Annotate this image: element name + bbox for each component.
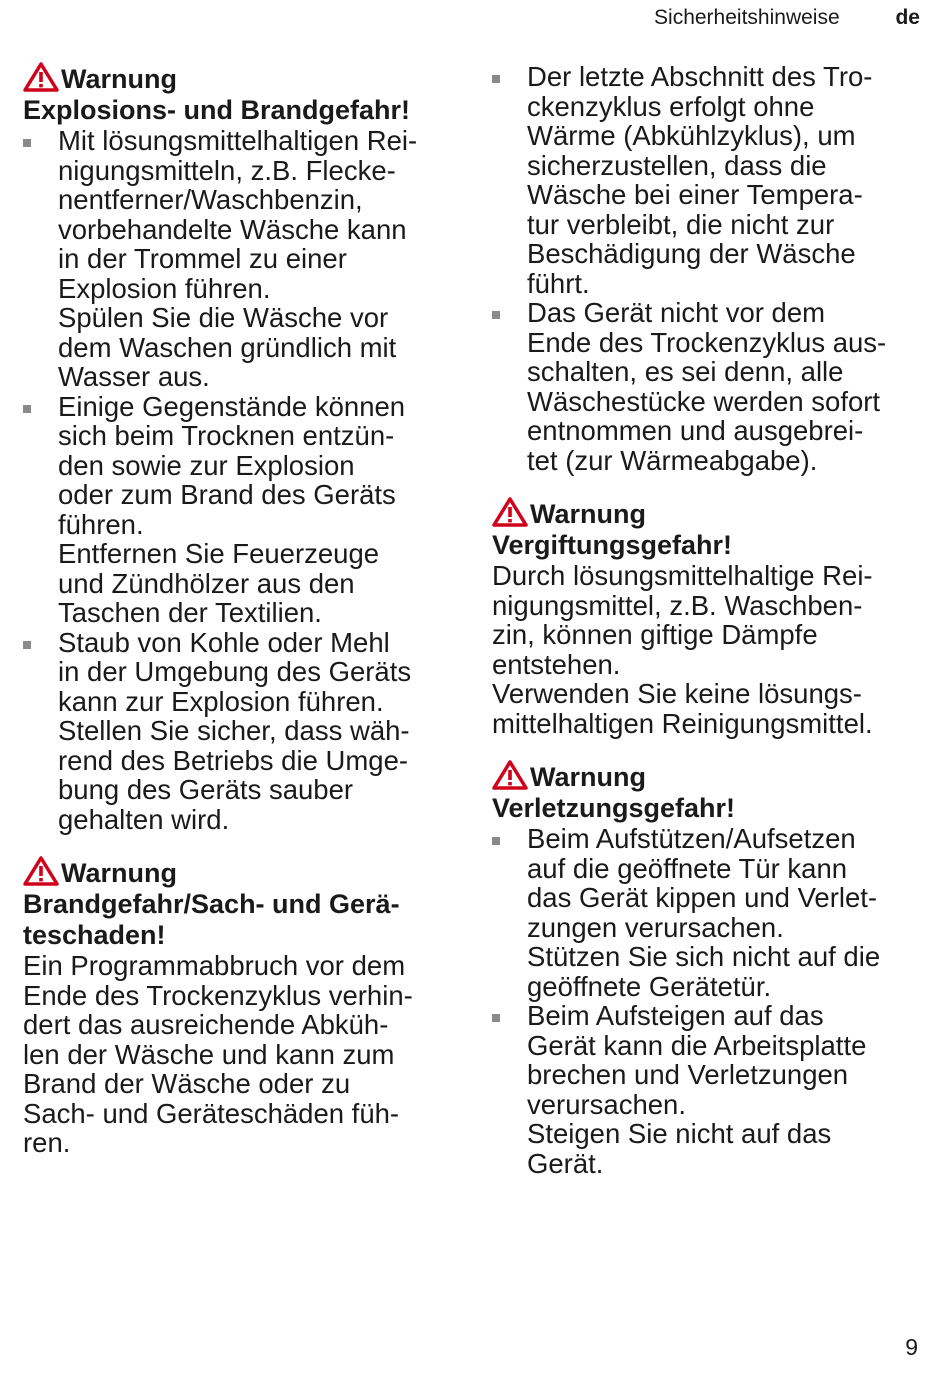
list-item <box>492 62 924 298</box>
page-header <box>654 6 920 30</box>
warning-heading <box>23 856 455 951</box>
warning-text: Ein Programmabbruch vor dem Ende des Trockenzyklus verhin- dert das ausreichende Abküh- len der Wäsche und kann zum Brand der Wäsche oder zu Sach- und Geräteschäden füh- ren. <box>23 950 413 1158</box>
warning-title: Verletzungsgefahr! <box>492 793 736 823</box>
list-item <box>492 1001 924 1178</box>
page-number: 9 <box>905 1334 918 1360</box>
section-title: Sicherheitshinweise <box>654 6 840 29</box>
right-column <box>492 62 924 1200</box>
warning-title: Explosions- und Brandgefahr! <box>23 95 411 125</box>
square-bullet-icon <box>23 641 31 649</box>
square-bullet-icon <box>492 837 500 845</box>
list-item-text: Beim Aufstützen/Aufsetzen auf die geöffnete Tür kann das Gerät kippen und Verlet- zungen verursachen. Stützen Sie sich nicht auf die geöffnete Gerätetür. <box>527 823 881 1002</box>
warning-heading <box>492 497 924 561</box>
list-item-text: Staub von Kohle oder Mehl in der Umgebung des Geräts kann zur Explosion führen. Stellen Sie sicher, dass wäh- rend des Betriebs die Umge- bung des Geräts sauber gehalten wird. <box>58 626 412 835</box>
list-item <box>23 628 455 835</box>
warning-triangle-icon <box>23 856 59 886</box>
list-item <box>492 298 924 475</box>
warning-explosion-fire <box>23 62 455 834</box>
list-item-text: Das Gerät nicht vor dem Ende des Trockenzyklus aus- schalten, es sei denn, alle Wäschestücke werden sofort entnommen und ausgebrei- tet (zur Wärmeabgabe). <box>527 297 887 476</box>
bullet-list <box>492 62 924 475</box>
list-item-text: Mit lösungsmittelhaltigen Rei- nigungsmitteln, z.B. Flecke- nentferner/Waschbenzin, vorbehandelte Wäsche kann in der Trommel zu einer Explosion führen. Spülen Sie die Wäsche vor dem Waschen gründlich mit Wasser aus. <box>58 125 418 392</box>
language-code: de <box>895 6 920 29</box>
warning-label: Warnung <box>530 762 646 792</box>
list-item <box>492 824 924 1001</box>
warning-text: Durch lösungsmittelhaltige Rei- nigungsmittel, z.B. Waschben- zin, können giftige Dämpfe entstehen. Verwenden Sie keine lösungs- mittelhaltigen Reinigungsmittel. <box>492 560 873 739</box>
square-bullet-icon <box>492 75 500 83</box>
warning-title: Brandgefahr/Sach- und Gerä- teschaden! <box>23 889 400 950</box>
left-column <box>23 62 455 1180</box>
square-bullet-icon <box>23 405 31 413</box>
list-item <box>23 126 455 392</box>
warning-heading <box>23 62 455 126</box>
warning-heading <box>492 760 924 824</box>
square-bullet-icon <box>492 311 500 319</box>
square-bullet-icon <box>492 1014 500 1022</box>
warning-label: Warnung <box>61 64 177 94</box>
bullet-list <box>23 126 455 834</box>
warning-label: Warnung <box>61 858 177 888</box>
list-item-text: Beim Aufsteigen auf das Gerät kann die Arbeitsplatte brechen und Verletzungen verursachen. Steigen Sie nicht auf das Gerät. <box>527 1000 867 1179</box>
warning-poisoning <box>492 497 924 738</box>
list-item <box>23 392 455 628</box>
cooldown-notes <box>492 62 924 475</box>
list-item-text: Einige Gegenstände können sich beim Trocknen entzün- den sowie zur Explosion oder zum Brand des Geräts führen. Entfernen Sie Feuerzeuge und Zündhölzer aus den Taschen der Textilien. <box>58 390 406 628</box>
warning-label: Warnung <box>530 499 646 529</box>
warning-injury <box>492 760 924 1178</box>
bullet-list <box>492 824 924 1178</box>
warning-fire-damage <box>23 856 455 1158</box>
square-bullet-icon <box>23 139 31 147</box>
list-item-text: Der letzte Abschnitt des Tro- ckenzyklus erfolgt ohne Wärme (Abkühlzyklus), um sicherzustellen, dass die Wäsche bei einer Tempera- tur verbleibt, die nicht zur Beschädigung der Wäsche führt. <box>527 61 873 299</box>
warning-title: Vergiftungsgefahr! <box>492 530 733 560</box>
warning-triangle-icon <box>492 497 528 527</box>
warning-triangle-icon <box>23 62 59 92</box>
warning-triangle-icon <box>492 760 528 790</box>
